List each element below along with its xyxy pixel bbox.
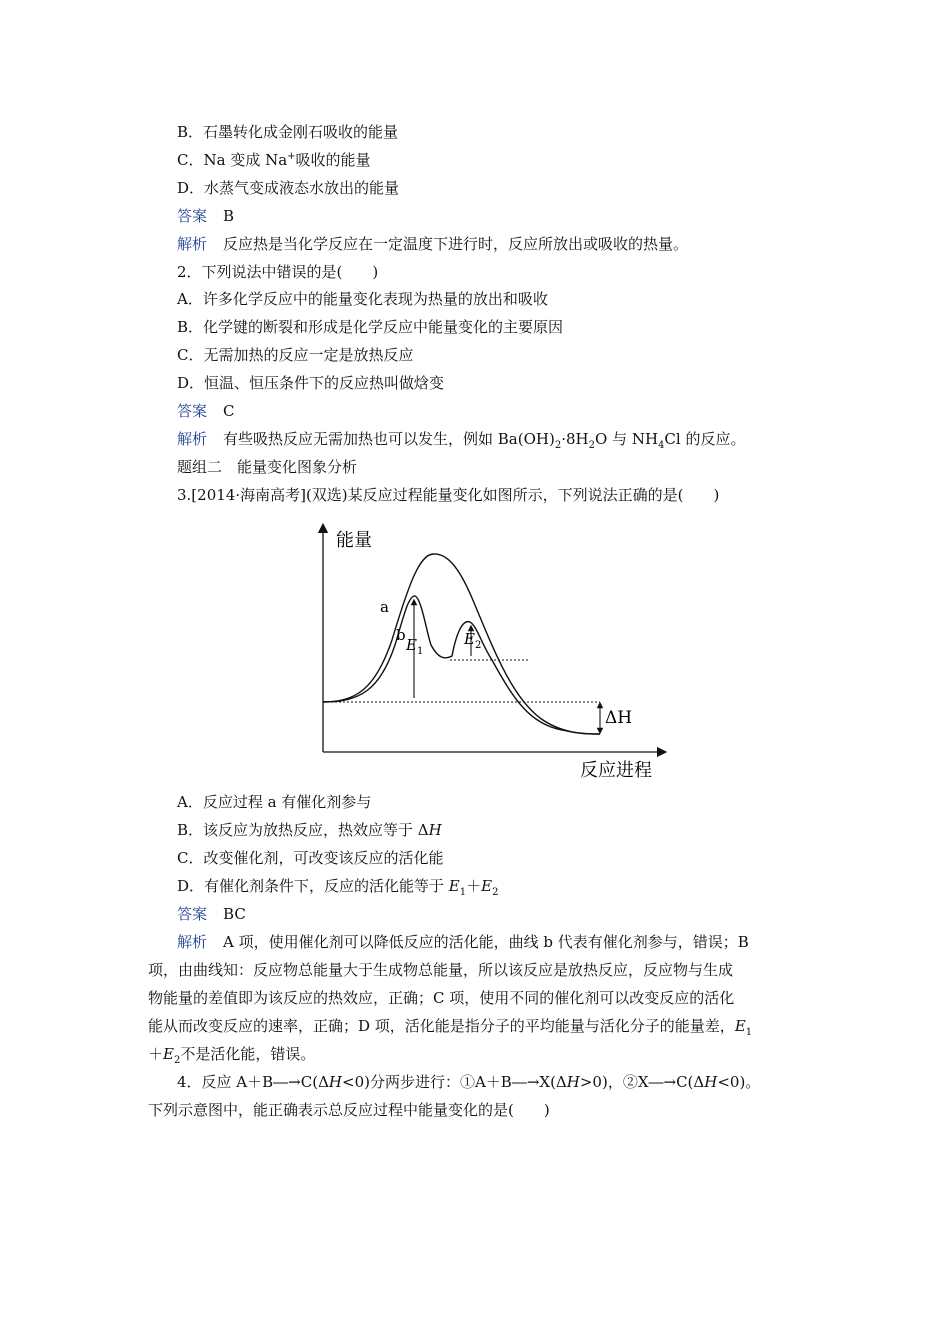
curve-a	[323, 554, 600, 734]
answer-label: 答案	[177, 905, 208, 923]
energy-diagram-svg	[300, 520, 680, 782]
q3-analysis-line4: 能从而改变反应的速率，正确；D 项，活化能是指分子的平均能量与活化分子的能量差，$E_1$	[148, 1017, 753, 1038]
q3-option-b: B．该反应为放热反应，热效应等于 ΔH	[177, 821, 442, 839]
q3-option-c: C．改变催化剂，可改变该反应的活化能	[177, 849, 444, 867]
curve-a-label: a	[380, 598, 389, 616]
q3-analysis-line2: 项，由曲线知：反应物总能量大于生成物总能量，所以该反应是放热反应，反应物与生成	[148, 961, 734, 979]
analysis-label: 解析	[177, 430, 208, 448]
q3-analysis-line3: 物能量的差值即为该反应的热效应，正确；C 项，使用不同的催化剂可以改变反应的活化	[148, 989, 735, 1007]
answer-label: 答案	[177, 402, 208, 420]
q2-option-c: C．无需加热的反应一定是放热反应	[177, 346, 414, 364]
q4-stem-line2: 下列示意图中，能正确表示总反应过程中能量变化的是( )	[148, 1101, 550, 1119]
x-axis-label: 反应进程	[580, 760, 652, 781]
q3-analysis-line1: 解析 A 项，使用催化剂可以降低反应的活化能，曲线 b 代表有催化剂参与，错误；B	[177, 933, 749, 951]
q3-answer: 答案 BC	[177, 905, 246, 923]
q1-option-b: B．石墨转化成金刚石吸收的能量	[177, 123, 399, 141]
q2-option-d: D．恒温、恒压条件下的反应热叫做焓变	[177, 374, 445, 392]
analysis-label: 解析	[177, 933, 208, 951]
q2-analysis: 解析 有些吸热反应无需加热也可以发生，例如 $Ba(OH)_2\cdot 8H_2O$ 与 $NH_4Cl$ 的反应。	[177, 430, 746, 451]
e2-label: $E_2$	[464, 630, 482, 651]
q2-option-b: B．化学键的断裂和形成是化学反应中能量变化的主要原因	[177, 318, 564, 336]
analysis-label: 解析	[177, 235, 208, 253]
q3-stem: 3.[2014·海南高考](双选)某反应过程能量变化如图所示，下列说法正确的是( )	[177, 486, 720, 504]
q2-option-a: A．许多化学反应中的能量变化表现为热量的放出和吸收	[177, 290, 548, 308]
curve-b	[323, 596, 600, 734]
group-title: 题组二 能量变化图象分析	[177, 458, 358, 476]
e1-label: $E_1$	[406, 636, 424, 657]
q1-option-c: C．Na 变成 Na+吸收的能量	[177, 151, 371, 169]
q1-analysis: 解析 反应热是当化学反应在一定温度下进行时，反应所放出或吸收的热量。	[177, 235, 689, 253]
q1-option-d: D．水蒸气变成液态水放出的能量	[177, 179, 400, 197]
answer-label: 答案	[177, 207, 208, 225]
q2-stem: 2．下列说法中错误的是( )	[177, 263, 379, 281]
y-axis-label: 能量	[336, 530, 372, 551]
q3-option-a: A．反应过程 a 有催化剂参与	[177, 793, 372, 811]
q3-analysis-line5: $+E_2$不是活化能，错误。	[148, 1045, 316, 1066]
q3-option-d: D．有催化剂条件下，反应的活化能等于 $E_1+E_2$	[177, 877, 499, 898]
q1-answer: 答案 B	[177, 207, 235, 225]
q2-answer: 答案 C	[177, 402, 235, 420]
delta-h-label: ΔH	[605, 708, 633, 728]
curve-b-label: b	[396, 626, 406, 644]
energy-diagram	[300, 520, 680, 782]
q4-stem-line1: 4．反应 A＋B―→C(ΔH<0)分两步进行：①A＋B―→X(ΔH>0)，②X―→C(ΔH<0)。	[177, 1073, 761, 1091]
